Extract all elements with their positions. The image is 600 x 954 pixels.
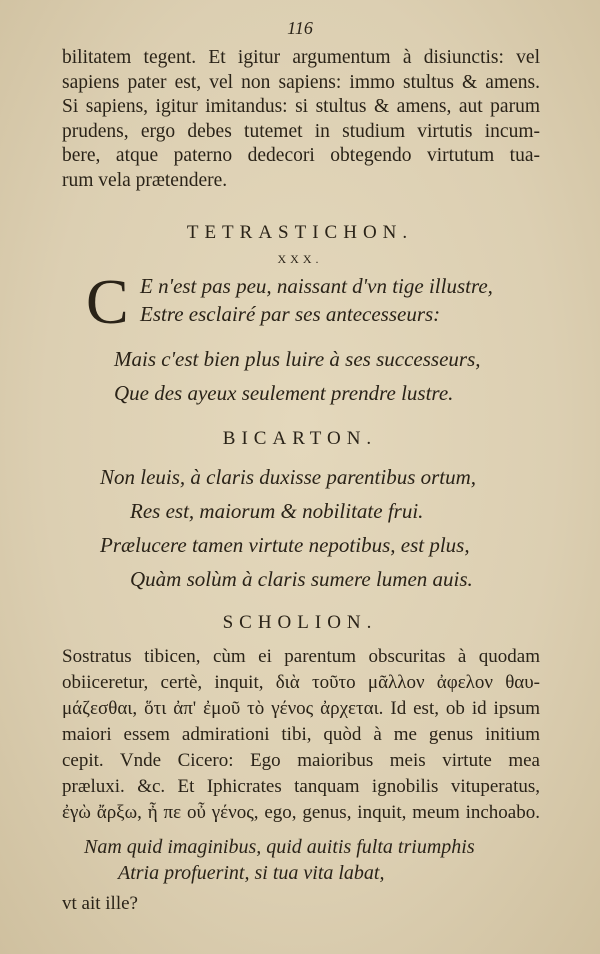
intro-line: bilitatem tegent. Et igitur argumentum à disiunctis: vel <box>62 47 540 68</box>
scholion-line: obiiceretur, certè, inquit, διὰ τοῦτο μᾶλλον ἀφελον θαυ- <box>62 672 540 693</box>
scholion-line: præluxi. &c. Et Iphicrates tanquam ignobilis vituperatus, <box>62 776 540 797</box>
scholion-quotation <box>84 834 554 886</box>
intro-line: sapiens pater est, vel non sapiens: immo stultus & amens. <box>62 71 540 93</box>
intro-line: Si sapiens, igitur imitandus: si stultus & amens, aut parum <box>62 96 540 117</box>
intro-line: rum vela prætendere. <box>62 169 228 191</box>
tetrastichon-heading: TETRASTICHON. <box>186 222 414 243</box>
scholion-paragraph <box>62 644 540 826</box>
verse-line: Quàm solùm à claris sumere lumen auis. <box>130 567 473 591</box>
verse-line: E n'est pas peu, naissant d'vn tige illustre, <box>140 274 493 298</box>
page-number: 116 <box>287 18 313 38</box>
intro-line: prudens, ergo debes tutemet in studium virtutis incum- <box>62 120 540 142</box>
intro-paragraph <box>62 46 540 193</box>
scholion-line: cepit. Vnde Cicero: Ego maioribus meis virtute mea <box>62 750 540 771</box>
closing-line: vt ait ille? <box>62 893 138 914</box>
tetrastichon-verse-b <box>114 342 594 410</box>
quotation-line: Atria profuerint, si tua vita labat, <box>118 862 385 884</box>
tetrastichon-verse-a <box>140 272 600 328</box>
verse-line: Estre esclairé par ses antecesseurs: <box>140 302 441 326</box>
scholion-closing <box>62 892 540 917</box>
bicarton-heading: BICARTON. <box>222 428 378 449</box>
scholion-line: maiori essem admirationi tibi, quòd à me genus initium <box>62 724 540 745</box>
tetrastichon-number: XXX. <box>277 252 323 266</box>
verse-line: Res est, maiorum & nobilitate frui. <box>130 499 424 523</box>
verse-line: Que des ayeux seulement prendre lustre. <box>114 381 454 405</box>
scholion-line: ἐγὼ ἄρξω, ἦ πε οὖ γένος, ego, genus, inquit, meum inchoabo. <box>62 802 540 823</box>
verse-line: Prælucere tamen virtute nepotibus, est plus, <box>100 533 470 557</box>
verse-line: Non leuis, à claris duxisse parentibus ortum, <box>100 465 477 489</box>
quotation-line: Nam quid imaginibus, quid auitis fulta triumphis <box>84 836 475 858</box>
scholion-heading: SCHOLION. <box>222 612 378 633</box>
intro-line: bere, atque paterno dedecori obtegendo virtutum tua- <box>62 145 540 166</box>
scholion-line: Sostratus tibicen, cùm ei parentum obscuritas à quodam <box>62 646 540 667</box>
verse-line: Mais c'est bien plus luire à ses successeurs, <box>114 347 481 371</box>
drop-cap: C <box>86 266 129 337</box>
bicarton-verse <box>100 460 580 596</box>
scholion-line: μάζεσθαι, ὅτι ἀπ' ἐμοῦ τὸ γένος ἀρχεται. Id est, ob id ipsum <box>62 698 540 719</box>
